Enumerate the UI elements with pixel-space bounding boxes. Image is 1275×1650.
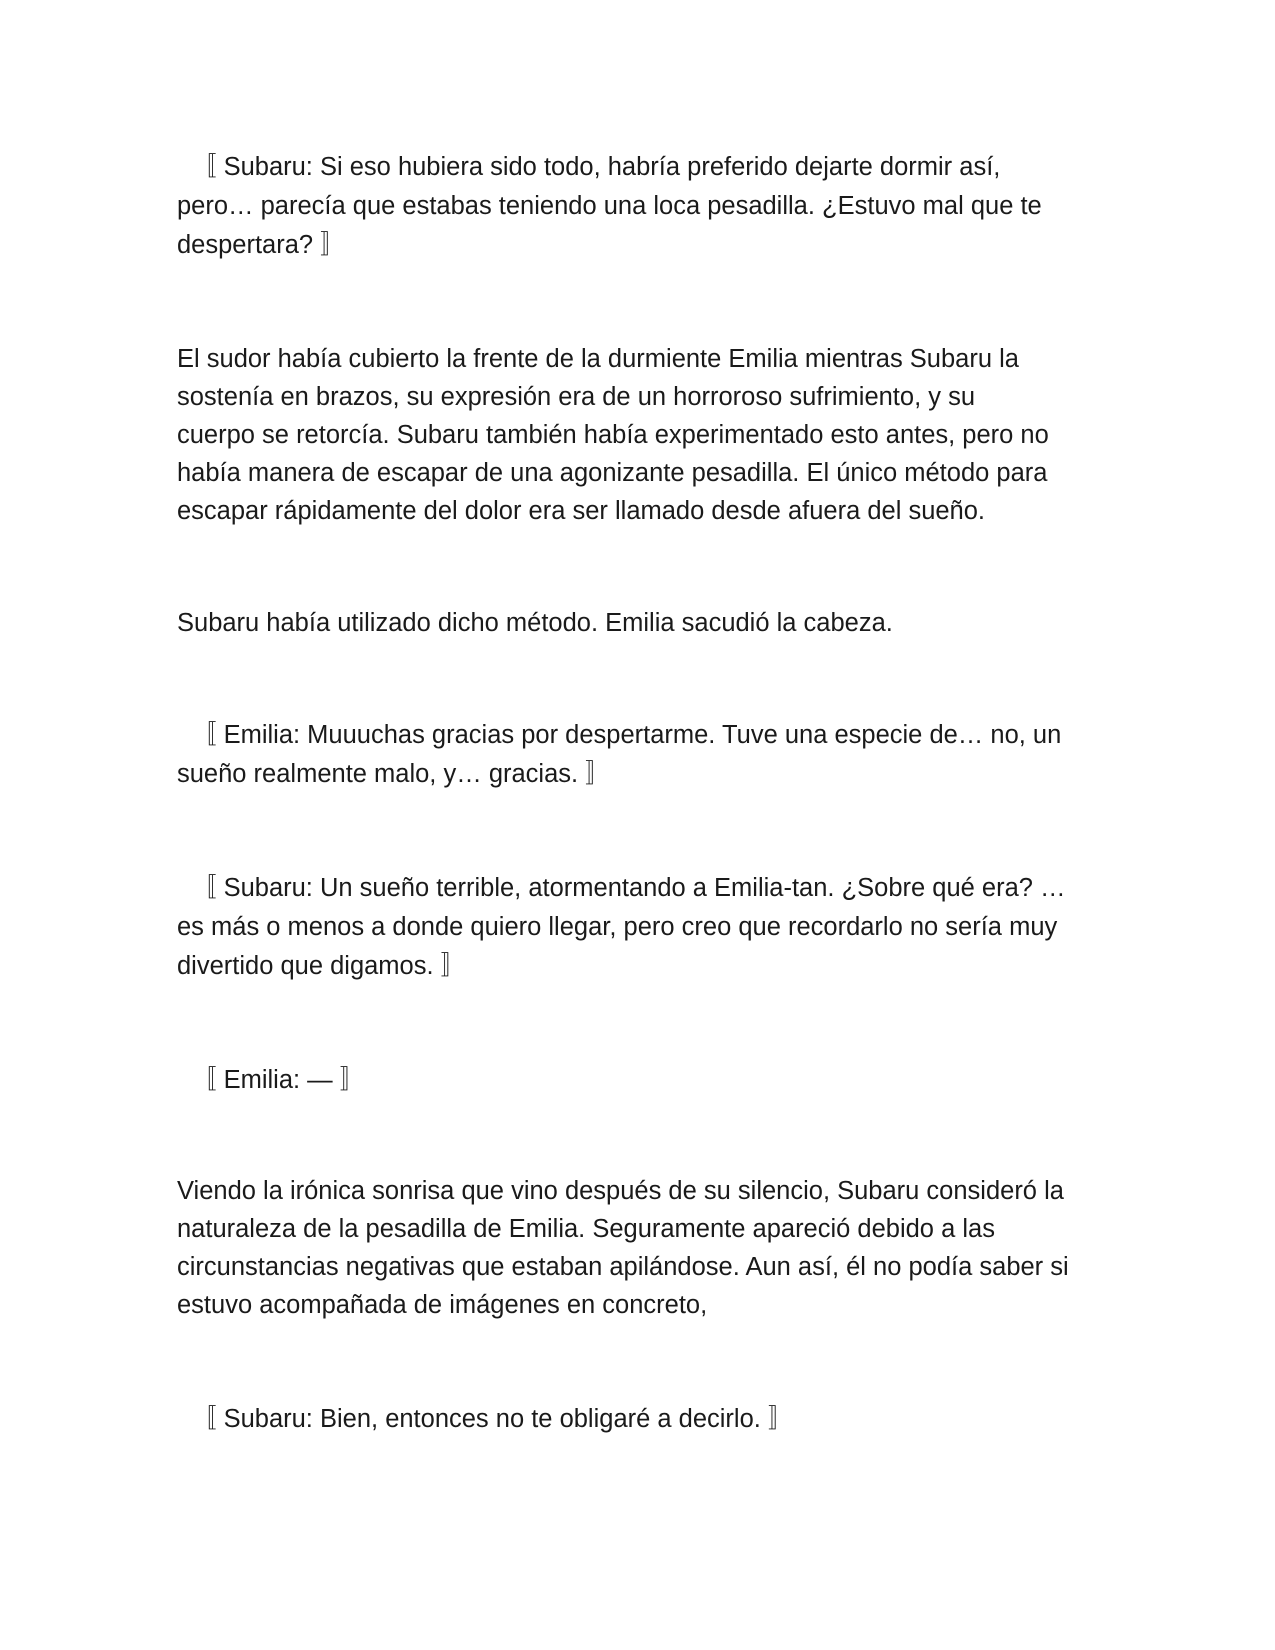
text-line: divertido que digamos. 〛 xyxy=(177,952,467,980)
text-line: 〚 Emilia: — 〛 xyxy=(191,1066,366,1094)
text-line: circunstancias negativas que estaban apilándose. Aun así, él no podía saber si xyxy=(177,1253,1069,1281)
text-line: 〚 Emilia: Muuuchas gracias por despertarme. Tuve una especie de… no, un xyxy=(191,721,1062,749)
text-line: cuerpo se retorcía. Subaru también había experimentado esto antes, pero no xyxy=(177,421,1049,449)
text-line: 〚 Subaru: Si eso hubiera sido todo, habría preferido dejarte dormir así, xyxy=(191,153,1001,181)
text-line: 〚 Subaru: Bien, entonces no te obligaré a decirlo. 〛 xyxy=(191,1405,794,1433)
narration-paragraph-3 xyxy=(177,1172,1107,1324)
text-line: es más o menos a donde quiero llegar, pero creo que recordarlo no sería muy xyxy=(177,913,1058,941)
narration-paragraph-1 xyxy=(177,340,1107,530)
dialogue-paragraph-subaru-2 xyxy=(177,869,1107,986)
dialogue-paragraph-emilia-2 xyxy=(177,1061,1107,1100)
narration-paragraph-2 xyxy=(177,604,1107,643)
dialogue-paragraph-subaru-3 xyxy=(177,1400,1107,1439)
text-line: escapar rápidamente del dolor era ser llamado desde afuera del sueño. xyxy=(177,497,986,525)
text-line: Viendo la irónica sonrisa que vino después de su silencio, Subaru consideró la xyxy=(177,1177,1064,1205)
text-line: sostenía en brazos, su expresión era de un horroroso sufrimiento, y su xyxy=(177,383,976,411)
text-line: había manera de escapar de una agonizante pesadilla. El único método para xyxy=(177,459,1048,487)
text-line: Subaru había utilizado dicho método. Emilia sacudió la cabeza. xyxy=(177,609,893,637)
text-line: pero… parecía que estabas teniendo una loca pesadilla. ¿Estuvo mal que te xyxy=(177,192,1042,220)
dialogue-paragraph-subaru-1 xyxy=(177,148,1107,265)
text-line: despertara? 〛 xyxy=(177,231,346,259)
text-line: sueño realmente malo, y… gracias. 〛 xyxy=(177,760,611,788)
text-line: estuvo acompañada de imágenes en concreto, xyxy=(177,1291,708,1319)
text-line: El sudor había cubierto la frente de la durmiente Emilia mientras Subaru la xyxy=(177,345,1019,373)
dialogue-paragraph-emilia-1 xyxy=(177,716,1107,794)
text-line: naturaleza de la pesadilla de Emilia. Seguramente apareció debido a las xyxy=(177,1215,995,1243)
text-line: 〚 Subaru: Un sueño terrible, atormentando a Emilia-tan. ¿Sobre qué era? … xyxy=(191,874,1066,902)
